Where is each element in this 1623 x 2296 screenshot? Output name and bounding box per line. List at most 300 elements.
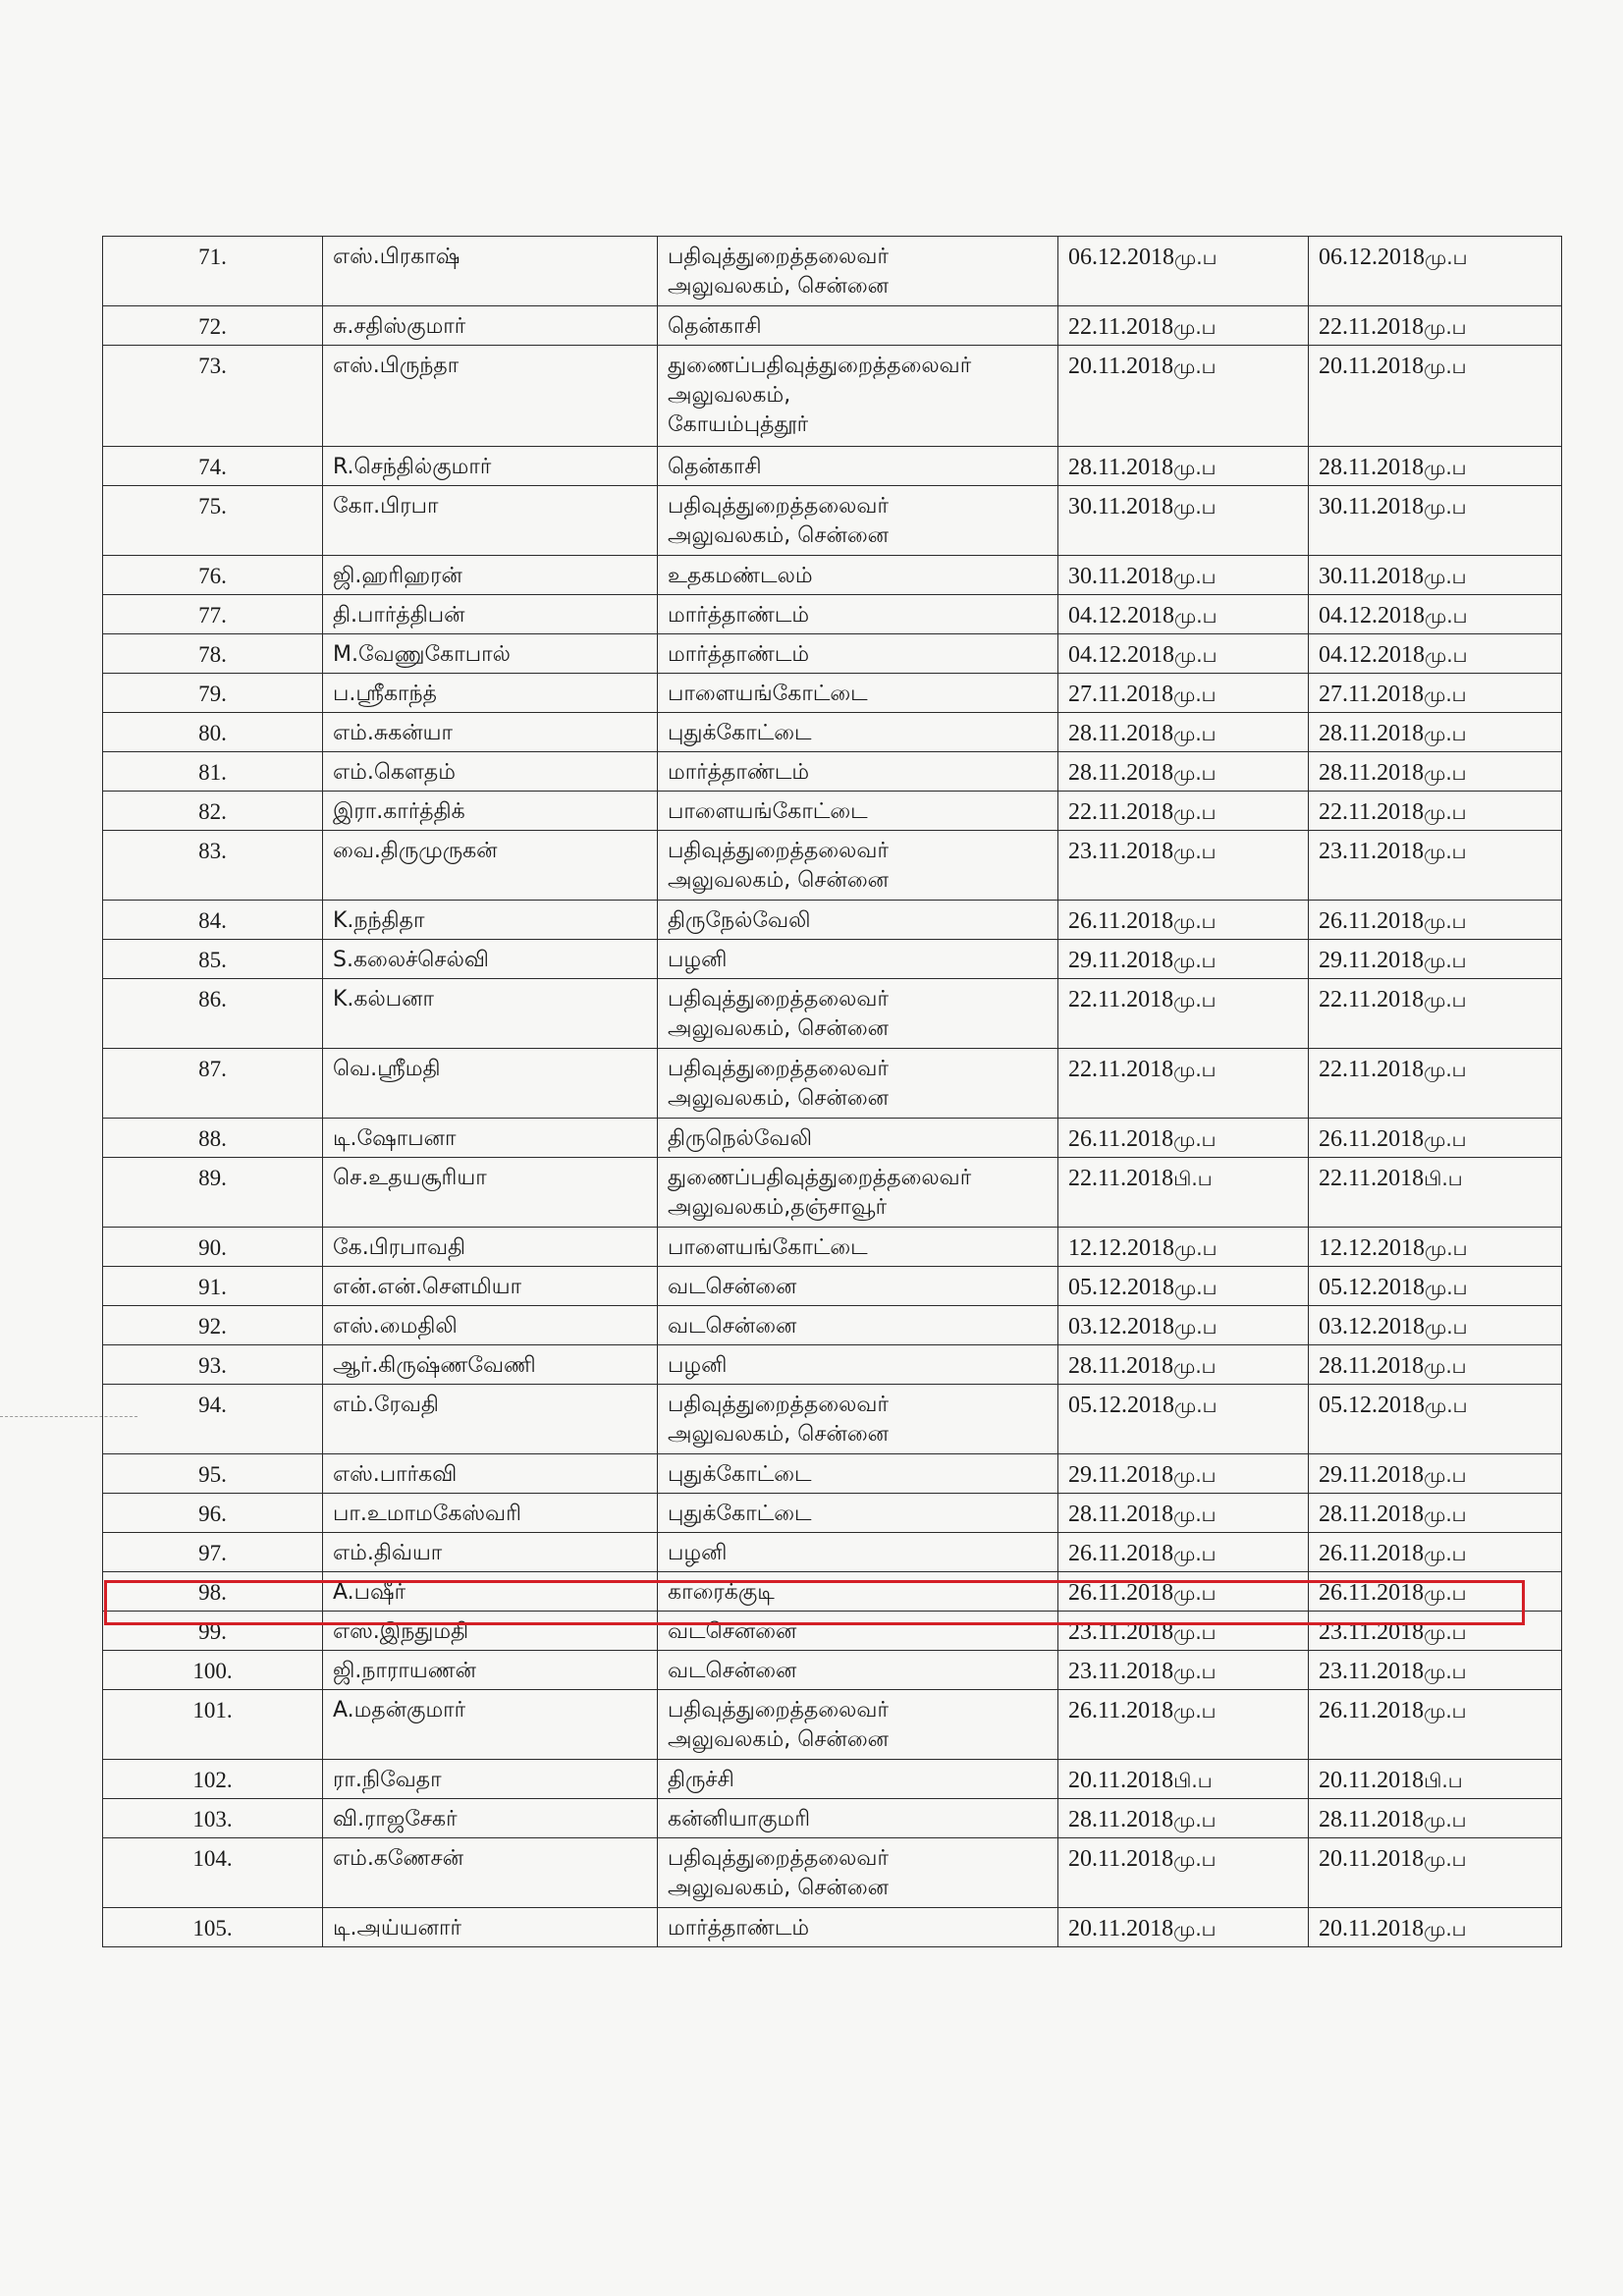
name-cell: M.வேணுகோபால் <box>323 634 658 674</box>
time-of-day-suffix: மு.ப <box>1174 246 1217 269</box>
date-to-cell <box>1309 447 1562 486</box>
office-line: அலுவலகம், சென்னை <box>668 523 889 548</box>
date-to-cell <box>1309 901 1562 940</box>
time-of-day-suffix: மு.ப <box>1424 1620 1467 1644</box>
table-row <box>103 940 1562 979</box>
time-of-day-suffix: மு.ப <box>1424 683 1467 706</box>
table-row <box>103 1267 1562 1306</box>
serial-number-cell: 96. <box>103 1494 323 1533</box>
date-to-cell <box>1309 1385 1562 1454</box>
table-row <box>103 1572 1562 1612</box>
table-body <box>103 237 1562 1947</box>
date-value: 04.12.2018 <box>1068 642 1174 668</box>
date-to-cell <box>1309 713 1562 752</box>
date-to-cell <box>1309 1572 1562 1612</box>
time-of-day-suffix: மு.ப <box>1424 1127 1467 1151</box>
time-of-day-suffix: மு.ப <box>1425 1315 1468 1339</box>
serial-number-cell: 71. <box>103 237 323 306</box>
date-value: 26.11.2018 <box>1068 908 1174 934</box>
time-of-day-suffix: மு.ப <box>1173 1581 1217 1605</box>
date-to-cell <box>1309 1908 1562 1947</box>
office-line: பதிவுத்துறைத்தலைவர் <box>668 1846 889 1871</box>
table-row <box>103 713 1562 752</box>
office-line: அலுவலகம், <box>668 383 791 408</box>
time-of-day-suffix: மு.ப <box>1424 800 1467 824</box>
date-value: 20.11.2018 <box>1068 1916 1174 1941</box>
serial-number-cell: 83. <box>103 831 323 901</box>
name-cell: வெ.ஸ்ரீமதி <box>323 1049 658 1119</box>
office-line: அலுவலகம், சென்னை <box>668 1876 889 1900</box>
time-of-day-suffix: மு.ப <box>1424 761 1467 785</box>
office-line: அலுவலகம், சென்னை <box>668 1422 889 1447</box>
date-from-cell <box>1058 1119 1309 1158</box>
date-value: 26.11.2018 <box>1319 1541 1425 1566</box>
date-to-cell <box>1309 979 1562 1049</box>
date-to-cell <box>1309 1651 1562 1690</box>
name-cell: வை.திருமுருகன் <box>323 831 658 901</box>
date-value: 22.11.2018 <box>1319 987 1425 1012</box>
date-from-cell <box>1058 1572 1309 1612</box>
date-value: 29.11.2018 <box>1068 948 1174 973</box>
serial-number-cell: 77. <box>103 595 323 634</box>
time-of-day-suffix: மு.ப <box>1173 949 1217 972</box>
date-value: 30.11.2018 <box>1319 494 1425 519</box>
date-value: 03.12.2018 <box>1068 1314 1174 1339</box>
date-to-cell <box>1309 1049 1562 1119</box>
office-line: பதிவுத்துறைத்தலைவர் <box>668 839 889 863</box>
date-from-cell <box>1058 1158 1309 1228</box>
date-from-cell <box>1058 940 1309 979</box>
date-value: 05.12.2018 <box>1319 1275 1425 1300</box>
office-cell: பழனி <box>658 1533 1058 1572</box>
time-of-day-suffix: மு.ப <box>1173 761 1217 785</box>
office-line: பதிவுத்துறைத்தலைவர் <box>668 494 889 519</box>
date-value: 20.11.2018 <box>1319 1768 1425 1793</box>
date-from-cell <box>1058 1345 1309 1385</box>
table-row <box>103 831 1562 901</box>
date-value: 28.11.2018 <box>1068 721 1174 746</box>
serial-number-cell: 100. <box>103 1651 323 1690</box>
date-value: 30.11.2018 <box>1319 564 1425 589</box>
date-to-cell <box>1309 1760 1562 1799</box>
office-cell: பாளையங்கோட்டை <box>658 674 1058 713</box>
serial-number-cell: 104. <box>103 1838 323 1908</box>
time-of-day-suffix: மு.ப <box>1173 355 1217 378</box>
date-value: 26.11.2018 <box>1068 1580 1174 1606</box>
name-cell: எம்.திவ்யா <box>323 1533 658 1572</box>
date-value: 20.11.2018 <box>1319 354 1425 379</box>
date-value: 28.11.2018 <box>1319 1353 1425 1379</box>
time-of-day-suffix: மு.ப <box>1424 722 1467 745</box>
date-from-cell <box>1058 306 1309 346</box>
office-line: அலுவலகம், சென்னை <box>668 1727 889 1752</box>
name-cell: எம்.கௌதம் <box>323 752 658 792</box>
date-to-cell <box>1309 1799 1562 1838</box>
date-to-cell <box>1309 1267 1562 1306</box>
date-value: 06.12.2018 <box>1319 245 1425 270</box>
table-row <box>103 634 1562 674</box>
serial-number-cell: 105. <box>103 1908 323 1947</box>
office-cell: காரைக்குடி <box>658 1572 1058 1612</box>
serial-number-cell: 84. <box>103 901 323 940</box>
name-cell: எஸ்.பார்கவி <box>323 1454 658 1494</box>
date-to-cell <box>1309 1494 1562 1533</box>
date-from-cell <box>1058 447 1309 486</box>
time-of-day-suffix: மு.ப <box>1424 1542 1467 1565</box>
date-value: 23.11.2018 <box>1068 1619 1174 1645</box>
serial-number-cell: 99. <box>103 1612 323 1651</box>
time-of-day-suffix: மு.ப <box>1425 1394 1468 1417</box>
table-row <box>103 901 1562 940</box>
time-of-day-suffix: மு.ப <box>1173 1847 1217 1871</box>
date-to-cell <box>1309 831 1562 901</box>
date-from-cell <box>1058 831 1309 901</box>
office-line: பதிவுத்துறைத்தலைவர் <box>668 245 889 269</box>
date-value: 26.11.2018 <box>1319 908 1425 934</box>
time-of-day-suffix: மு.ப <box>1424 949 1467 972</box>
serial-number-cell: 101. <box>103 1690 323 1760</box>
office-line: அலுவலகம், சென்னை <box>668 274 889 299</box>
office-cell <box>658 237 1058 306</box>
serial-number-cell: 91. <box>103 1267 323 1306</box>
date-value: 26.11.2018 <box>1068 1126 1174 1152</box>
office-line: துணைப்பதிவுத்துறைத்தலைவர் <box>668 354 972 378</box>
date-to-cell <box>1309 674 1562 713</box>
date-to-cell <box>1309 1228 1562 1267</box>
table-row <box>103 306 1562 346</box>
name-cell: S.கலைச்செல்வி <box>323 940 658 979</box>
date-value: 05.12.2018 <box>1068 1393 1174 1418</box>
date-from-cell <box>1058 1651 1309 1690</box>
date-value: 22.11.2018 <box>1068 987 1174 1012</box>
table-row <box>103 1454 1562 1494</box>
name-cell: டி.ஷோபனா <box>323 1119 658 1158</box>
date-to-cell <box>1309 752 1562 792</box>
table-row <box>103 1345 1562 1385</box>
office-cell: மார்த்தாண்டம் <box>658 634 1058 674</box>
name-cell: எம்.கணேசன் <box>323 1838 658 1908</box>
date-value: 22.11.2018 <box>1319 1057 1425 1082</box>
date-to-cell <box>1309 1838 1562 1908</box>
serial-number-cell: 80. <box>103 713 323 752</box>
date-value: 20.11.2018 <box>1319 1916 1425 1941</box>
serial-number-cell: 74. <box>103 447 323 486</box>
date-from-cell <box>1058 237 1309 306</box>
date-to-cell <box>1309 1612 1562 1651</box>
office-cell: புதுக்கோட்டை <box>658 1494 1058 1533</box>
name-cell: தி.பார்த்திபன் <box>323 595 658 634</box>
date-to-cell <box>1309 634 1562 674</box>
date-from-cell <box>1058 1267 1309 1306</box>
office-cell <box>658 486 1058 556</box>
time-of-day-suffix: மு.ப <box>1173 722 1217 745</box>
office-cell <box>658 1690 1058 1760</box>
date-to-cell <box>1309 1345 1562 1385</box>
name-cell: பா.உமாமகேஸ்வரி <box>323 1494 658 1533</box>
date-value: 22.11.2018 <box>1068 799 1174 825</box>
date-value: 20.11.2018 <box>1068 354 1174 379</box>
date-from-cell <box>1058 1838 1309 1908</box>
office-cell: பழனி <box>658 940 1058 979</box>
serial-number-cell: 94. <box>103 1385 323 1454</box>
serial-number-cell: 89. <box>103 1158 323 1228</box>
time-of-day-suffix: மு.ப <box>1173 1503 1217 1526</box>
time-of-day-suffix: மு.ப <box>1425 1276 1468 1299</box>
date-value: 12.12.2018 <box>1068 1235 1174 1261</box>
time-of-day-suffix: மு.ப <box>1424 1808 1467 1831</box>
date-from-cell <box>1058 752 1309 792</box>
serial-number-cell: 95. <box>103 1454 323 1494</box>
office-cell: புதுக்கோட்டை <box>658 713 1058 752</box>
date-value: 20.11.2018 <box>1068 1768 1174 1793</box>
serial-number-cell: 87. <box>103 1049 323 1119</box>
table-row <box>103 1799 1562 1838</box>
office-cell: திருச்சி <box>658 1760 1058 1799</box>
office-line: பதிவுத்துறைத்தலைவர் <box>668 1698 889 1722</box>
date-to-cell <box>1309 1690 1562 1760</box>
time-of-day-suffix: மு.ப <box>1173 909 1217 933</box>
date-to-cell <box>1309 1158 1562 1228</box>
date-value: 27.11.2018 <box>1068 682 1174 707</box>
office-cell <box>658 1049 1058 1119</box>
time-of-day-suffix: மு.ப <box>1425 643 1468 667</box>
time-of-day-suffix: மு.ப <box>1424 565 1467 588</box>
time-of-day-suffix: மு.ப <box>1424 456 1467 479</box>
office-cell: தென்காசி <box>658 306 1058 346</box>
date-value: 22.11.2018 <box>1068 1166 1174 1191</box>
date-from-cell <box>1058 1612 1309 1651</box>
date-value: 27.11.2018 <box>1319 682 1425 707</box>
date-value: 28.11.2018 <box>1068 1807 1174 1832</box>
date-value: 05.12.2018 <box>1068 1275 1174 1300</box>
time-of-day-suffix: மு.ப <box>1174 1394 1217 1417</box>
date-from-cell <box>1058 792 1309 831</box>
time-of-day-suffix: மு.ப <box>1424 495 1467 519</box>
time-of-day-suffix: மு.ப <box>1424 1354 1467 1378</box>
date-from-cell <box>1058 979 1309 1049</box>
name-cell: கே.பிரபாவதி <box>323 1228 658 1267</box>
time-of-day-suffix: மு.ப <box>1424 1581 1467 1605</box>
time-of-day-suffix: பி.ப <box>1424 1167 1463 1190</box>
date-to-cell <box>1309 486 1562 556</box>
office-line: பதிவுத்துறைத்தலைவர் <box>668 987 889 1011</box>
date-from-cell <box>1058 634 1309 674</box>
name-cell: ப.ஸ்ரீகாந்த் <box>323 674 658 713</box>
date-value: 23.11.2018 <box>1068 1659 1174 1684</box>
date-to-cell <box>1309 346 1562 447</box>
table-row <box>103 1838 1562 1908</box>
date-value: 22.11.2018 <box>1319 1166 1425 1191</box>
office-cell <box>658 1158 1058 1228</box>
office-line: அலுவலகம், சென்னை <box>668 868 889 893</box>
time-of-day-suffix: மு.ப <box>1173 840 1217 863</box>
time-of-day-suffix: மு.ப <box>1173 988 1217 1011</box>
name-cell: டி.அய்யனார் <box>323 1908 658 1947</box>
time-of-day-suffix: மு.ப <box>1425 246 1468 269</box>
date-from-cell <box>1058 1385 1309 1454</box>
office-cell <box>658 979 1058 1049</box>
serial-number-cell: 92. <box>103 1306 323 1345</box>
date-value: 03.12.2018 <box>1319 1314 1425 1339</box>
table-row <box>103 1760 1562 1799</box>
date-value: 28.11.2018 <box>1319 1502 1425 1527</box>
date-from-cell <box>1058 713 1309 752</box>
name-cell: R.செந்தில்குமார் <box>323 447 658 486</box>
date-from-cell <box>1058 486 1309 556</box>
date-value: 22.11.2018 <box>1319 314 1425 340</box>
date-value: 20.11.2018 <box>1068 1846 1174 1872</box>
name-cell: சு.சதிஸ்குமார் <box>323 306 658 346</box>
date-value: 20.11.2018 <box>1319 1846 1425 1872</box>
date-value: 28.11.2018 <box>1319 760 1425 786</box>
name-cell: K.கல்பனா <box>323 979 658 1049</box>
date-value: 22.11.2018 <box>1068 1057 1174 1082</box>
time-of-day-suffix: மு.ப <box>1173 1354 1217 1378</box>
date-from-cell <box>1058 1306 1309 1345</box>
time-of-day-suffix: மு.ப <box>1173 565 1217 588</box>
date-from-cell <box>1058 1533 1309 1572</box>
date-value: 29.11.2018 <box>1319 1462 1425 1488</box>
serial-number-cell: 88. <box>103 1119 323 1158</box>
time-of-day-suffix: மு.ப <box>1424 1699 1467 1722</box>
time-of-day-suffix: மு.ப <box>1174 643 1217 667</box>
serial-number-cell: 102. <box>103 1760 323 1799</box>
time-of-day-suffix: மு.ப <box>1173 1542 1217 1565</box>
office-line: அலுவலகம்,தஞ்சாவூர் <box>668 1195 888 1220</box>
date-to-cell <box>1309 1306 1562 1345</box>
office-line: துணைப்பதிவுத்துறைத்தலைவர் <box>668 1166 972 1190</box>
date-from-cell <box>1058 1908 1309 1947</box>
date-from-cell <box>1058 1049 1309 1119</box>
time-of-day-suffix: மு.ப <box>1174 1276 1217 1299</box>
office-cell: கன்னியாகுமரி <box>658 1799 1058 1838</box>
date-value: 28.11.2018 <box>1319 455 1425 480</box>
time-of-day-suffix: மு.ப <box>1173 315 1217 339</box>
name-cell: செ.உதயசூரியா <box>323 1158 658 1228</box>
time-of-day-suffix: மு.ப <box>1424 988 1467 1011</box>
name-cell: எஸ்.மைதிலி <box>323 1306 658 1345</box>
name-cell: எம்.சுகன்யா <box>323 713 658 752</box>
time-of-day-suffix: மு.ப <box>1424 1503 1467 1526</box>
time-of-day-suffix: மு.ப <box>1424 1463 1467 1487</box>
serial-number-cell: 98. <box>103 1572 323 1612</box>
time-of-day-suffix: மு.ப <box>1173 1808 1217 1831</box>
office-cell <box>658 1838 1058 1908</box>
office-cell: மார்த்தாண்டம் <box>658 752 1058 792</box>
date-value: 22.11.2018 <box>1319 799 1425 825</box>
serial-number-cell: 82. <box>103 792 323 831</box>
serial-number-cell: 85. <box>103 940 323 979</box>
date-from-cell <box>1058 1760 1309 1799</box>
table-row <box>103 674 1562 713</box>
table-row <box>103 1494 1562 1533</box>
time-of-day-suffix: மு.ப <box>1424 355 1467 378</box>
name-cell: வி.ராஜசேகர் <box>323 1799 658 1838</box>
name-cell: கோ.பிரபா <box>323 486 658 556</box>
table-row <box>103 1158 1562 1228</box>
time-of-day-suffix: மு.ப <box>1424 840 1467 863</box>
table-row <box>103 1049 1562 1119</box>
date-to-cell <box>1309 940 1562 979</box>
name-cell: A.பஷீர் <box>323 1572 658 1612</box>
name-cell: A.மதன்குமார் <box>323 1690 658 1760</box>
date-value: 23.11.2018 <box>1319 839 1425 864</box>
date-from-cell <box>1058 674 1309 713</box>
time-of-day-suffix: மு.ப <box>1173 683 1217 706</box>
table-row <box>103 595 1562 634</box>
time-of-day-suffix: மு.ப <box>1173 1127 1217 1151</box>
office-cell <box>658 831 1058 901</box>
time-of-day-suffix: மு.ப <box>1174 1236 1217 1260</box>
name-cell: என்.என்.சௌமியா <box>323 1267 658 1306</box>
office-cell: வடசென்னை <box>658 1306 1058 1345</box>
date-value: 28.11.2018 <box>1319 721 1425 746</box>
name-cell: K.நந்திதா <box>323 901 658 940</box>
table-row <box>103 486 1562 556</box>
time-of-day-suffix: மு.ப <box>1424 909 1467 933</box>
office-cell: உதகமண்டலம் <box>658 556 1058 595</box>
table-row <box>103 556 1562 595</box>
time-of-day-suffix: பி.ப <box>1173 1167 1213 1190</box>
time-of-day-suffix: பி.ப <box>1424 1769 1463 1792</box>
date-value: 23.11.2018 <box>1319 1619 1425 1645</box>
date-value: 23.11.2018 <box>1319 1659 1425 1684</box>
office-line: பதிவுத்துறைத்தலைவர் <box>668 1057 889 1081</box>
time-of-day-suffix: மு.ப <box>1173 1917 1217 1941</box>
date-value: 29.11.2018 <box>1068 1462 1174 1488</box>
date-value: 29.11.2018 <box>1319 948 1425 973</box>
office-cell: புதுக்கோட்டை <box>658 1454 1058 1494</box>
date-value: 22.11.2018 <box>1068 314 1174 340</box>
name-cell: ரா.நிவேதா <box>323 1760 658 1799</box>
table-row <box>103 1119 1562 1158</box>
date-value: 30.11.2018 <box>1068 564 1174 589</box>
office-line: கோயம்புத்தூர் <box>668 412 809 437</box>
time-of-day-suffix: மு.ப <box>1424 1058 1467 1081</box>
time-of-day-suffix: மு.ப <box>1174 604 1217 628</box>
serial-number-cell: 79. <box>103 674 323 713</box>
table-row <box>103 1306 1562 1345</box>
office-line: பதிவுத்துறைத்தலைவர் <box>668 1393 889 1417</box>
time-of-day-suffix: மு.ப <box>1174 1315 1217 1339</box>
date-value: 12.12.2018 <box>1319 1235 1425 1261</box>
time-of-day-suffix: பி.ப <box>1173 1769 1213 1792</box>
name-cell: ஆர்.கிருஷ்ணவேணி <box>323 1345 658 1385</box>
office-cell <box>658 346 1058 447</box>
serial-number-cell: 78. <box>103 634 323 674</box>
table-row <box>103 447 1562 486</box>
office-cell: மார்த்தாண்டம் <box>658 1908 1058 1947</box>
date-from-cell <box>1058 1228 1309 1267</box>
name-cell: ஜி.நாராயணன் <box>323 1651 658 1690</box>
date-from-cell <box>1058 1690 1309 1760</box>
date-to-cell <box>1309 556 1562 595</box>
date-value: 26.11.2018 <box>1068 1698 1174 1723</box>
date-to-cell <box>1309 306 1562 346</box>
date-value: 23.11.2018 <box>1068 839 1174 864</box>
table-row <box>103 1908 1562 1947</box>
table-row <box>103 1651 1562 1690</box>
date-value: 28.11.2018 <box>1068 1502 1174 1527</box>
serial-number-cell: 86. <box>103 979 323 1049</box>
office-cell: திருநேல்வேலி <box>658 901 1058 940</box>
office-line: அலுவலகம், சென்னை <box>668 1086 889 1111</box>
office-cell: திருநெல்வேலி <box>658 1119 1058 1158</box>
table-row <box>103 1690 1562 1760</box>
time-of-day-suffix: மு.ப <box>1424 1660 1467 1683</box>
transfer-table <box>102 236 1562 1947</box>
office-line: அலுவலகம், சென்னை <box>668 1016 889 1041</box>
